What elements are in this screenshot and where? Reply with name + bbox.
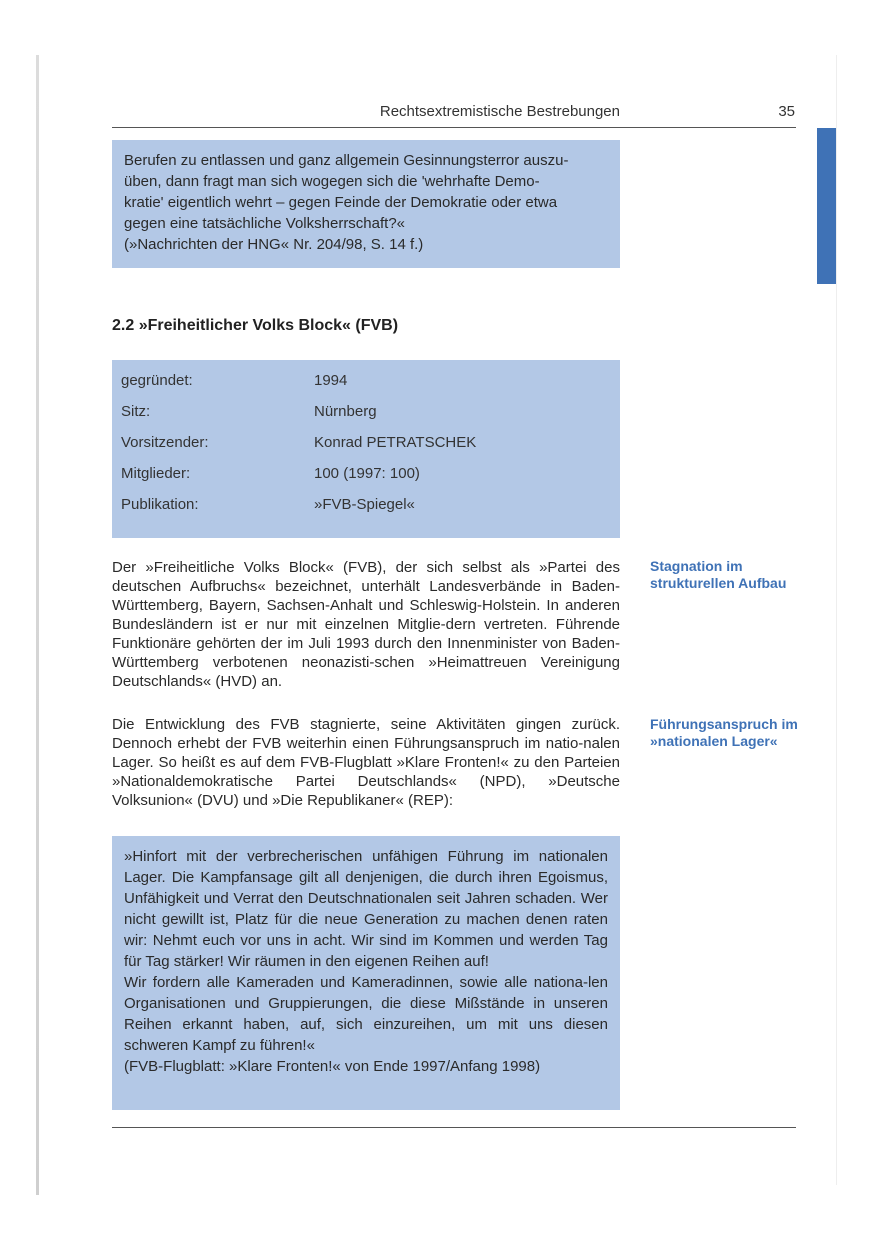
fact-row [112, 403, 620, 434]
fact-value: Nürnberg [314, 403, 377, 420]
footer-rule [112, 1127, 796, 1128]
quote-line: üben, dann fragt man sich wogegen sich die 'wehrhafte Demo- [124, 173, 540, 190]
running-header: Rechtsextremistische Bestrebungen [379, 103, 620, 120]
top-quote-box [112, 140, 620, 268]
quote-paragraph: Wir fordern alle Kameraden und Kameradinnen, sowie alle nationa-len Organisationen und Gruppierungen, die diese Mißstände in unseren Reihen erkannt haben, auf, sich einzureihen, um mit uns diesen schweren Kampf zu führen!« [124, 974, 608, 1054]
fact-label: Vorsitzender: [121, 434, 209, 451]
fact-label: gegründet: [121, 372, 193, 389]
fact-row [112, 434, 620, 465]
margin-note: Führungsanspruch im »nationalen Lager« [650, 716, 798, 749]
fact-value: 100 (1997: 100) [314, 465, 420, 482]
quote-paragraph: »Hinfort mit der verbrecherischen unfähigen Führung im nationalen Lager. Die Kampfansage gilt all denjenigen, die durch ihren Egoismus, Unfähigkeit und Verrat den Deutschnationalen seit Jahren schaden. Wer nicht gewillt ist, Platz für die neue Generation zu machen denen raten wir: Nehmt euch vor uns in acht. Wir sind im Kommen und werden Tag für Tag stärker! Wir räumen in den eigenen Reihen auf! [124, 848, 608, 970]
quote-source: (»Nachrichten der HNG« Nr. 204/98, S. 14 f.) [124, 236, 424, 253]
fact-value: »FVB-Spiegel« [314, 496, 415, 513]
fact-row [112, 496, 620, 527]
chapter-tab-marker [817, 128, 836, 284]
section-heading: 2.2 »Freiheitlicher Volks Block« (FVB) [112, 317, 399, 334]
fact-value: Konrad PETRATSCHEK [314, 434, 477, 451]
fact-row [112, 372, 620, 403]
binding-edge [36, 55, 39, 1195]
margin-note: Stagnation im strukturellen Aufbau [650, 558, 787, 591]
body-paragraph: Der »Freiheitliche Volks Block« (FVB), der sich selbst als »Partei des deutschen Aufbruchs« bezeichnet, unterhält Landesverbände in Baden-Württemberg, Bayern, Sachsen-Anhalt und Schleswig-Holstein. In anderen Bundesländern ist er nur mit einzelnen Mitglie-dern vertreten. Führende Funktionäre gehörten der im Juli 1993 durch den Innenminister von Baden-Württemberg verbotenen neonazisti-schen »Heimattreuen Vereinigung Deutschlands« (HVD) an. [112, 559, 620, 690]
body-paragraph: Die Entwicklung des FVB stagnierte, seine Aktivitäten gingen zurück. Dennoch erhebt der FVB weiterhin einen Führungsanspruch im natio-nalen Lager. So heißt es auf dem FVB-Flugblatt »Klare Fronten!« zu den Parteien »Nationaldemokratische Partei Deutschlands« (NPD), »Deutsche Volksunion« (DVU) und »Die Republikaner« (REP): [112, 716, 620, 809]
quote-line: Berufen zu entlassen und ganz allgemein Gesinnungsterror auszu- [124, 152, 569, 169]
page-edge [836, 55, 837, 1185]
fact-label: Mitglieder: [121, 465, 191, 482]
fact-label: Publikation: [121, 496, 199, 513]
quote-line: kratie' eigentlich wehrt – gegen Feinde der Demokratie oder etwa [124, 194, 558, 211]
bottom-quote-box [112, 836, 620, 1110]
fact-box [112, 360, 620, 538]
quote-source: (FVB-Flugblatt: »Klare Fronten!« von Ende 1997/Anfang 1998) [124, 1058, 541, 1075]
fact-row [112, 465, 620, 496]
header-rule [112, 127, 796, 128]
fact-value: 1994 [314, 372, 348, 389]
page-number: 35 [778, 103, 795, 120]
fact-label: Sitz: [121, 403, 151, 420]
quote-line: gegen eine tatsächliche Volksherrschaft?« [124, 215, 406, 232]
